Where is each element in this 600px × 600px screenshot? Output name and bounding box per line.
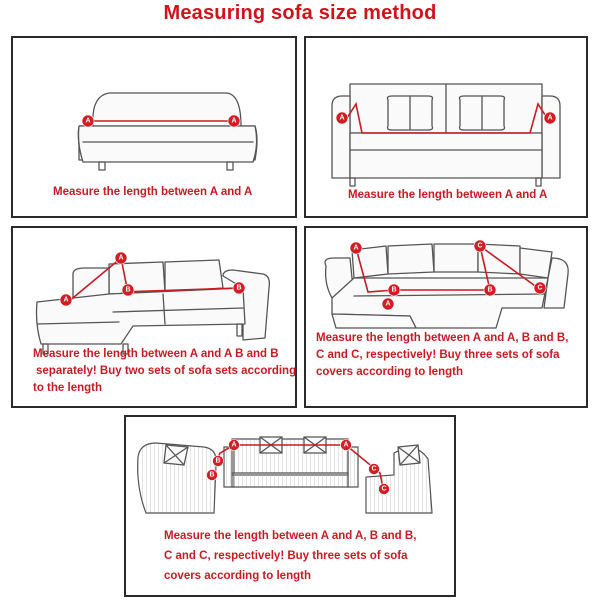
marker-b-bottom <box>207 470 218 481</box>
svg-text:C: C <box>381 485 387 493</box>
marker-a-right <box>544 112 556 124</box>
panel-u-shaped-sofa <box>304 226 588 408</box>
panel-straight-sofa <box>11 36 297 218</box>
svg-text:C: C <box>371 465 377 473</box>
panel-1-caption: Measure the length between A and A <box>53 186 253 198</box>
marker-a-right <box>341 440 352 451</box>
svg-text:A: A <box>118 254 124 262</box>
marker-b-left <box>388 284 400 296</box>
marker-b-right <box>484 284 496 296</box>
marker-a-left <box>60 294 72 306</box>
marker-a-top <box>350 242 362 254</box>
svg-text:B: B <box>215 457 221 465</box>
panel-3-caption: Measure the length between A and A B and B separately! Buy two sets of sofa sets according to the length <box>33 348 297 394</box>
marker-a-left <box>229 440 240 451</box>
panel-5-caption: Measure the length between A and A, B and B, C and C, respectively! Buy three sets of sofa covers according to length <box>164 530 417 582</box>
marker-c-right <box>534 282 546 294</box>
svg-text:A: A <box>343 441 349 449</box>
svg-text:A: A <box>63 296 69 304</box>
svg-text:A: A <box>353 244 359 252</box>
svg-text:A: A <box>85 117 91 125</box>
marker-a-left <box>336 112 348 124</box>
marker-a-right <box>228 115 240 127</box>
panel-three-piece-set <box>124 415 456 597</box>
svg-text:A: A <box>231 117 237 125</box>
marker-c-top <box>474 240 486 252</box>
panel-l-shaped-sofa <box>11 226 297 408</box>
svg-text:B: B <box>487 286 493 294</box>
svg-text:B: B <box>125 286 131 294</box>
svg-text:C: C <box>537 284 543 292</box>
svg-text:A: A <box>547 114 553 122</box>
marker-c-top <box>369 464 380 475</box>
svg-text:B: B <box>391 286 397 294</box>
marker-a-bottom <box>382 298 394 310</box>
marker-b-right <box>233 282 245 294</box>
page-title: Measuring sofa size method <box>163 2 437 24</box>
marker-a-top <box>115 252 127 264</box>
svg-text:B: B <box>209 471 215 479</box>
svg-text:A: A <box>231 441 237 449</box>
panel-cushion-sofa <box>304 36 588 218</box>
svg-text:B: B <box>236 284 242 292</box>
panel-2-caption: Measure the length between A and A <box>348 189 548 201</box>
svg-text:A: A <box>339 114 345 122</box>
marker-c-bottom <box>379 484 390 495</box>
marker-a-left <box>82 115 94 127</box>
marker-b-left <box>122 284 134 296</box>
svg-text:A: A <box>385 300 391 308</box>
svg-text:C: C <box>477 242 483 250</box>
panel-4-caption: Measure the length between A and A, B and B, C and C, respectively! Buy three sets of sofa covers according to length <box>316 332 569 378</box>
marker-b-top <box>213 456 224 467</box>
